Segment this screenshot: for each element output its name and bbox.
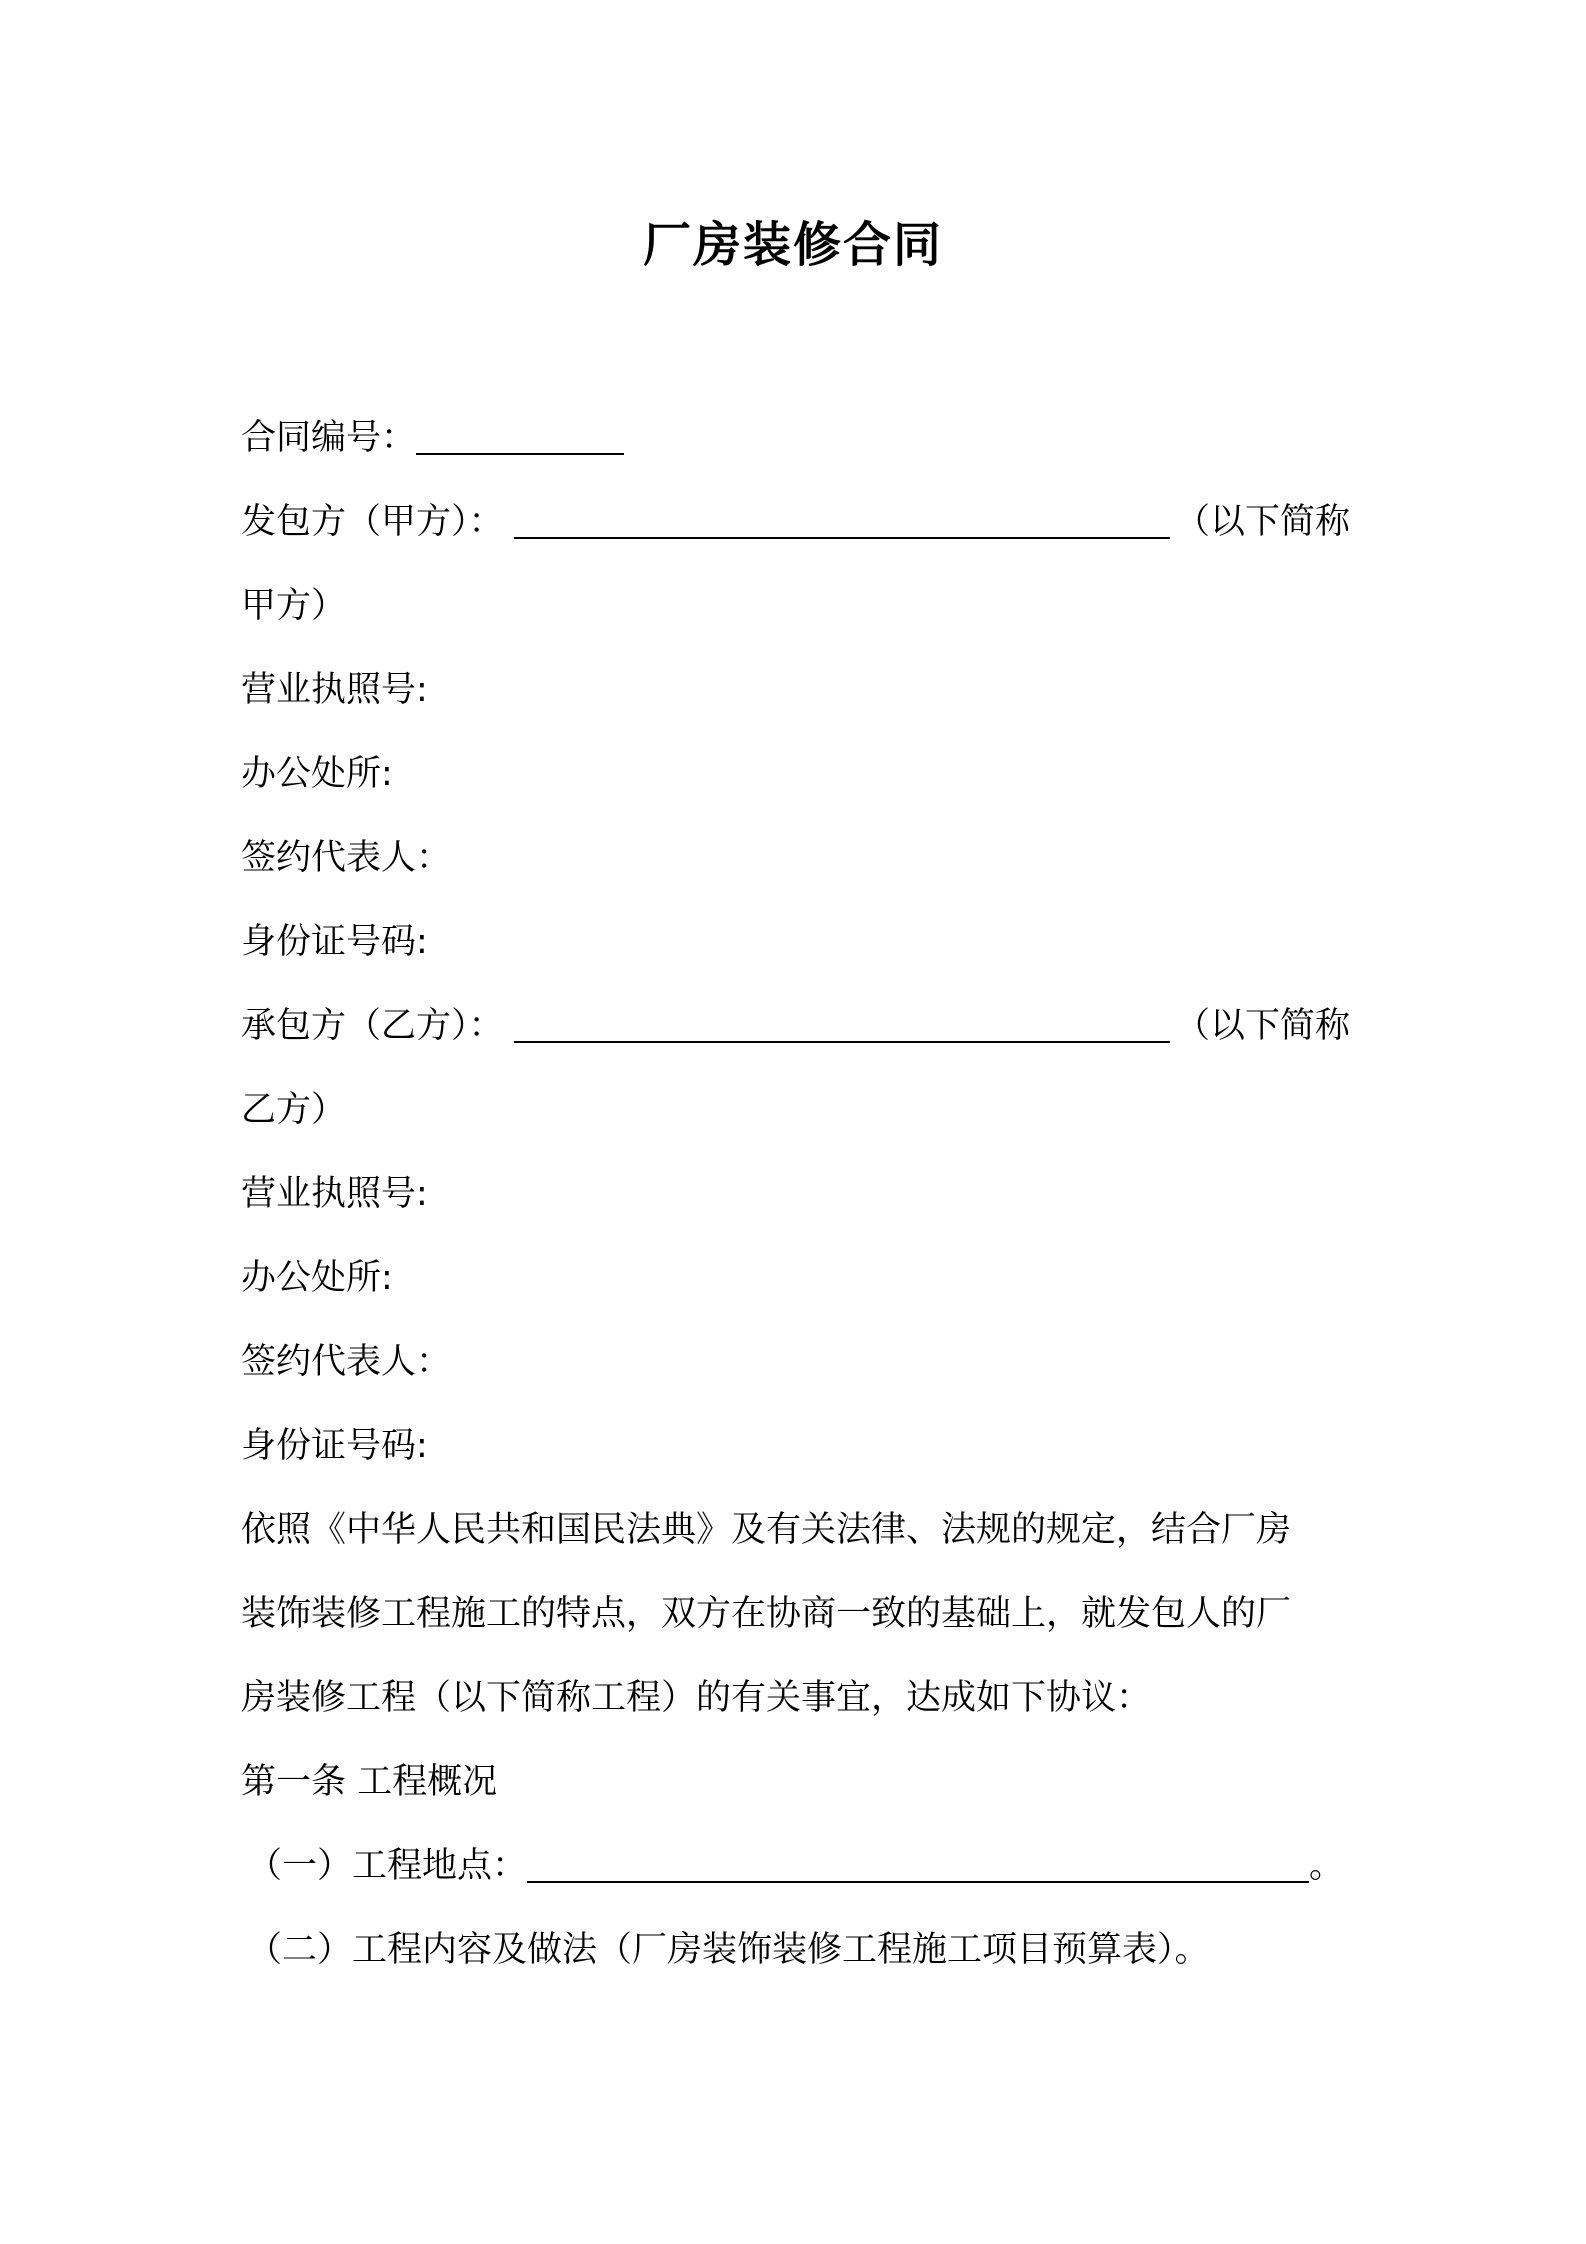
party-b-abbrev-end: 乙方） xyxy=(241,1090,347,1130)
party-a-line xyxy=(241,494,1170,550)
party-b-name-blank[interactable] xyxy=(514,1005,1170,1043)
party-a-representative: 签约代表人： xyxy=(241,838,452,878)
party-b-representative: 签约代表人： xyxy=(241,1342,452,1382)
party-a-license: 营业执照号: xyxy=(241,670,428,710)
contract-number-line xyxy=(241,410,624,466)
preamble-line-3: 房装修工程（以下简称工程）的有关事宜，达成如下协议： xyxy=(241,1678,1152,1718)
article-1-item-1 xyxy=(247,1838,1344,1894)
party-a-id-number: 身份证号码: xyxy=(241,922,428,962)
article-1-heading: 第一条 工程概况 xyxy=(241,1762,498,1802)
project-location-blank[interactable] xyxy=(527,1845,1309,1883)
contract-number-label: 合同编号： xyxy=(241,418,417,458)
party-a-abbrev-end: 甲方） xyxy=(241,586,347,626)
party-b-abbrev-start: （以下简称 xyxy=(1175,1006,1351,1046)
party-a-label: 发包方（甲方）： xyxy=(241,502,504,542)
party-a-abbrev-start: （以下简称 xyxy=(1175,502,1351,542)
party-b-line xyxy=(241,998,1170,1054)
party-b-office: 办公处所: xyxy=(241,1258,393,1298)
party-a-name-blank[interactable] xyxy=(514,501,1170,539)
project-location-label: （一）工程地点： xyxy=(247,1846,528,1886)
page-title: 厂房装修合同 xyxy=(642,217,943,273)
party-a-office: 办公处所: xyxy=(241,754,393,794)
contract-number-blank[interactable] xyxy=(416,417,624,455)
party-b-label: 承包方（乙方）： xyxy=(241,1006,504,1046)
preamble-line-2: 装饰装修工程施工的特点，双方在协商一致的基础上，就发包人的厂 xyxy=(241,1594,1292,1634)
preamble-line-1: 依照《中华人民共和国民法典》及有关法律、法规的规定，结合厂房 xyxy=(241,1510,1292,1550)
project-location-end: 。 xyxy=(1309,1846,1345,1886)
party-b-id-number: 身份证号码: xyxy=(241,1426,428,1466)
article-1-item-2: （二）工程内容及做法（厂房装饰装修工程施工项目预算表）。 xyxy=(247,1930,1210,1970)
party-b-license: 营业执照号: xyxy=(241,1174,428,1214)
